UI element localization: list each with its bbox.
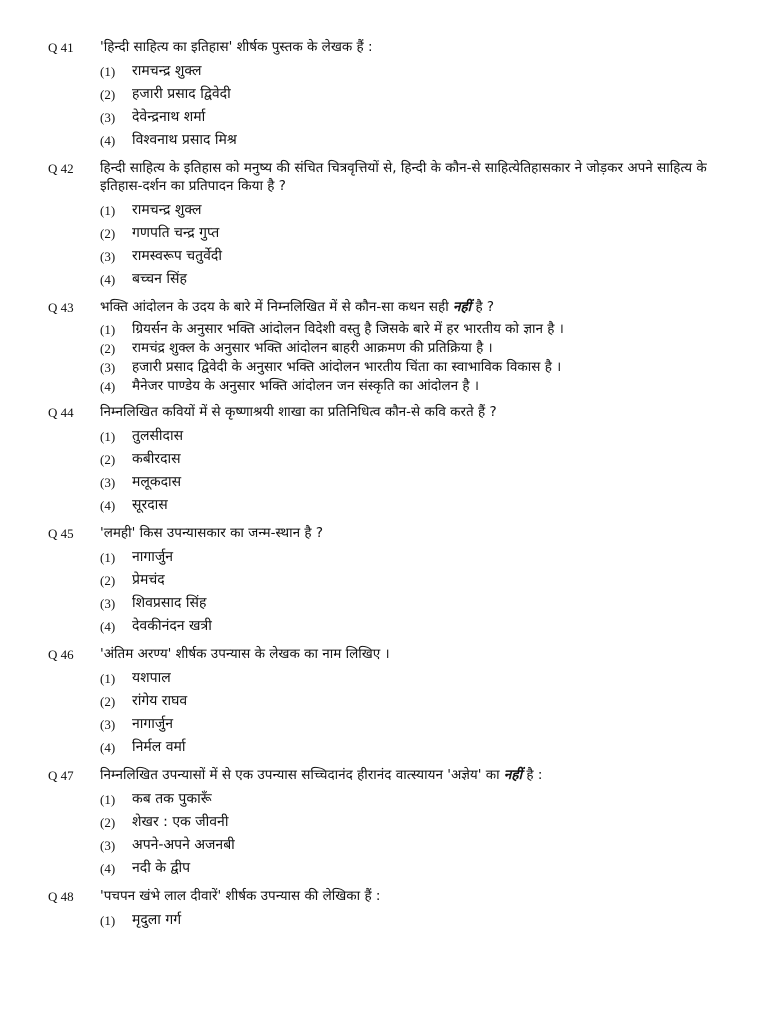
option-3: (3) हजारी प्रसाद द्विवेदी के अनुसार भक्ति आंदोलन भारतीय चिंता का स्वाभाविक विकास है ।: [100, 359, 562, 375]
question-number: Q 41: [48, 40, 74, 55]
option-1: (1) ग्रियर्सन के अनुसार भक्ति आंदोलन विदेशी वस्तु है जिसके बारे में हर भारतीय को ज्ञान है ।: [100, 321, 564, 337]
option-4: (4) मैनेजर पाण्डेय के अनुसार भक्ति आंदोलन जन संस्कृति का आंदोलन है ।: [100, 378, 479, 394]
option-4: (4) सूरदास: [100, 497, 168, 513]
option-1: (1) रामचन्द्र शुक्ल: [100, 63, 202, 79]
option-1: (1) यशपाल: [100, 670, 171, 686]
question-44: [0, 403, 768, 517]
option-4: (4) देवकीनंदन खत्री: [100, 618, 212, 634]
option-2: (2) कबीरदास: [100, 451, 181, 467]
option-4: (4) निर्मल वर्मा: [100, 739, 186, 755]
option-1: (1) रामचन्द्र शुक्ल: [100, 202, 202, 218]
question-text: 'हिन्दी साहित्य का इतिहास' शीर्षक पुस्तक के लेखक हैं :: [100, 39, 373, 55]
question-number: Q 45: [48, 526, 74, 541]
option-1: (1) तुलसीदास: [100, 428, 184, 444]
question-43: [0, 298, 768, 396]
question-page: [0, 38, 768, 939]
option-4: (4) विश्वनाथ प्रसाद मिश्र: [100, 132, 237, 148]
option-1: (1) नागार्जुन: [100, 549, 174, 565]
question-text: 'पचपन खंभे लाल दीवारें' शीर्षक उपन्यास की लेखिका हैं :: [100, 888, 381, 904]
question-text: निम्नलिखित उपन्यासों में से एक उपन्यास सच्चिदानंद हीरानंद वात्स्यायन 'अज्ञेय' का नहीं है :: [100, 767, 543, 783]
option-3: (3) मलूकदास: [100, 474, 182, 490]
question-48: [0, 887, 768, 932]
option-2: (2) हजारी प्रसाद द्विवेदी: [100, 86, 231, 102]
question-text: भक्ति आंदोलन के उदय के बारे में निम्नलिखित में से कौन-सा कथन सही नहीं है ?: [100, 299, 495, 315]
question-number: Q 43: [48, 300, 74, 315]
emphasis-not: नहीं: [453, 299, 472, 315]
option-2: (2) रामचंद्र शुक्ल के अनुसार भक्ति आंदोलन बाहरी आक्रमण की प्रतिक्रिया है ।: [100, 340, 493, 356]
option-3: (3) नागार्जुन: [100, 716, 174, 732]
option-2: (2) प्रेमचंद: [100, 572, 165, 588]
question-text: निम्नलिखित कवियों में से कृष्णाश्रयी शाखा का प्रतिनिधित्व कौन-से कवि करते हैं ?: [100, 404, 497, 420]
option-3: (3) रामस्वरूप चतुर्वेदी: [100, 248, 222, 264]
option-3: (3) शिवप्रसाद सिंह: [100, 595, 207, 611]
option-3: (3) देवेन्द्रनाथ शर्मा: [100, 109, 206, 125]
question-text: 'अंतिम अरण्य' शीर्षक उपन्यास के लेखक का नाम लिखिए ।: [100, 646, 390, 662]
question-number: Q 46: [48, 647, 74, 662]
question-text: हिन्दी साहित्य के इतिहास को मनुष्य की संचित चित्रवृत्तियों से, हिन्दी के कौन-से साहित्येतिहासकार ने जोड़कर अपने साहित्य के इतिहास-दर्शन का प्रतिपादन किया है ?: [100, 160, 707, 194]
option-1: (1) कब तक पुकारूँ: [100, 791, 212, 807]
option-2: (2) गणपति चन्द्र गुप्त: [100, 225, 220, 241]
question-text: 'लमही' किस उपन्यासकार का जन्म-स्थान है ?: [100, 525, 323, 541]
option-2: (2) रांगेय राघव: [100, 693, 188, 709]
question-number: Q 42: [48, 161, 74, 176]
question-number: Q 47: [48, 768, 74, 783]
question-41: [0, 38, 768, 152]
option-3: (3) अपने-अपने अजनबी: [100, 837, 235, 853]
question-47: [0, 766, 768, 880]
question-number: Q 44: [48, 405, 74, 420]
option-4: (4) बच्चन सिंह: [100, 271, 187, 287]
question-46: [0, 645, 768, 759]
option-4: (4) नदी के द्वीप: [100, 860, 191, 876]
option-1: (1) मृदुला गर्ग: [100, 912, 182, 928]
option-2: (2) शेखर : एक जीवनी: [100, 814, 229, 830]
emphasis-not: नहीं: [503, 767, 523, 783]
question-45: [0, 524, 768, 638]
question-42: [0, 159, 768, 291]
question-number: Q 48: [48, 889, 74, 904]
